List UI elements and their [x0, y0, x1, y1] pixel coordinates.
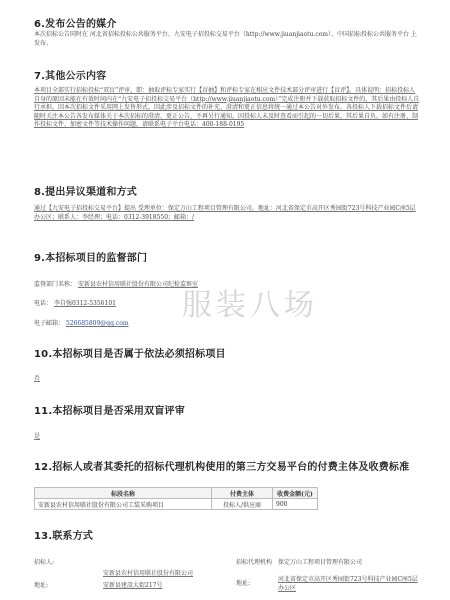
supervision-phone-label: 电话： — [34, 300, 53, 307]
tenderer-address-label: 地址: — [34, 582, 49, 589]
agent-value: 保定万山工程项目管理有限公司 — [278, 559, 363, 566]
section-11-heading: 11.本招标项目是否采用双盲评审 — [34, 406, 185, 417]
section-10-answer: 否 — [34, 375, 41, 382]
supervision-phone-row — [34, 298, 116, 307]
fee-cell-lot: 安新县农村信用联社股份有限公司工装采购项目 — [35, 499, 212, 510]
section-10-heading: 10.本招标项目是否属于依法必须招标项目 — [34, 349, 226, 360]
fee-cell-payer: 投标人/供应商 — [212, 499, 273, 510]
supervision-phone-value: 李自强0312-5356101 — [53, 300, 116, 307]
section-7-heading: 7.其他公示内容 — [34, 71, 107, 82]
supervision-dept-row — [34, 279, 198, 288]
supervision-email-label: 电子邮箱： — [34, 320, 65, 327]
supervision-dept-value: 安新县农村信用联社股份有限公司纪检监察室 — [77, 281, 198, 288]
section-8-heading: 8.提出异议渠道和方式 — [34, 187, 137, 198]
supervision-email-row — [34, 318, 129, 327]
section-13-heading: 13.联系方式 — [34, 531, 94, 542]
fee-col-lot: 标段名称 — [35, 488, 212, 499]
section-9-heading: 9.本招标项目的监督部门 — [34, 253, 148, 264]
section-7-body: 本项目全部实行招标投标“双盲”评审，即：抽取评标专家实行【盲抽】和评标专家在相应文件技术部分评审进行【盲评】。具体说明：招标投标人自身的原因未能在有效时间内在“九安电子招投标交易平台（http://www.jiuanjiaotu.com）”完成注册并下载获取招标文件的，其后果由投标人自行承担。因本次招标文件采用网上发售形式，因此涉及招标文件的补充、澄清和更正信息将统一通过本公告对外发布。各投标人下载招标文件后请随时关注本公告各发布媒体关于本次招标的澄清、更正公告，不再另行通知。因投标人未及时查看而引起的一切后果，其后果自负。如有注册、制作投标文件、加密文件等技术操作问题，请联系电子平台电话：400-188-0195 — [34, 87, 420, 129]
supervision-email-link[interactable]: 526685809@qq.com — [65, 320, 129, 327]
fee-col-amount: 收费金额(元) — [273, 488, 318, 499]
section-11-answer: 是 — [34, 433, 41, 440]
tenderer-value: 安新县农村信用联社股份有限公司 — [103, 570, 194, 577]
section-12-heading: 12.招标人或者其委托的招标代理机构使用的第三方交易平台的付费主体及收费标准 — [34, 462, 410, 473]
fee-col-payer: 付费主体 — [212, 488, 273, 499]
section-6-body: 本次招标公告同时在 河北省招标投标公共服务平台、九安电子招投标交易平台（http://www.jiuanjiaotu.com）、中国招标投标公共服务平台 上发布。 — [34, 31, 417, 47]
watermark: 服装八场 — [182, 288, 318, 323]
supervision-dept-label: 监督部门名称： — [34, 281, 77, 288]
fee-cell-amount: 900 — [273, 499, 318, 510]
section-6-heading: 6.发布公告的媒介 — [34, 19, 117, 30]
agent-label: 招标代理机构 — [236, 559, 273, 566]
agent-address-label: 地址: — [236, 580, 251, 587]
table-row — [35, 499, 318, 510]
agent-address-value: 河北省保定市高开区秀园街723号科技产业园C座5层办公区 — [278, 576, 418, 592]
tenderer-address-value: 安新县建設大街217号 — [103, 582, 163, 589]
fee-table-header — [35, 488, 318, 499]
fee-table — [34, 487, 318, 510]
tenderer-label: 招标人: — [34, 559, 55, 566]
section-8-body: 通过【九安电子招投标交易平台】提出 受理单位：保定万山工程项目管理有限公司。地址：河北省保定市高开区秀园街723号科技产业园C座5层办公区；联系人：李经理；电话：0312-3918550；邮箱：/ — [34, 205, 416, 221]
